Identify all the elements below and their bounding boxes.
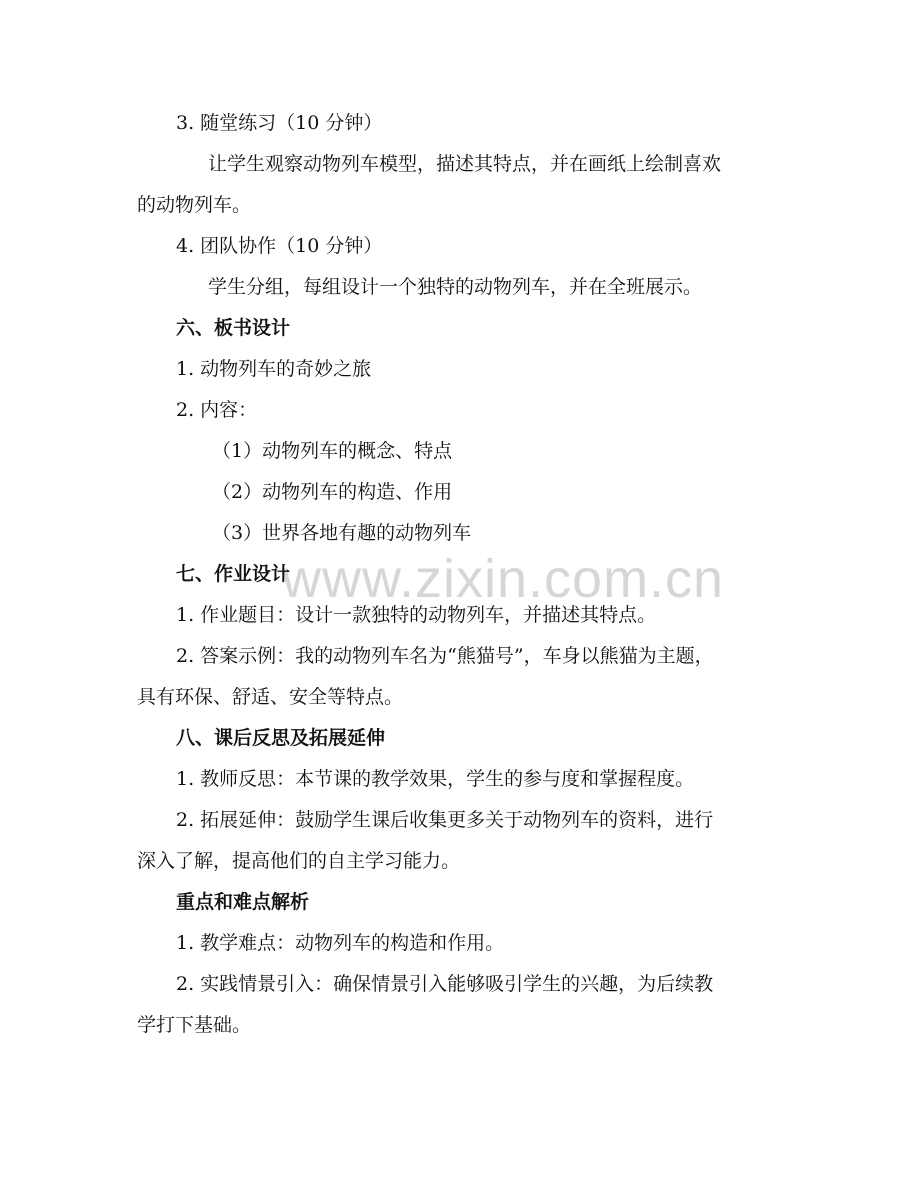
paragraph-teamwork: 学生分组，每组设计一个独特的动物列车，并在全班展示。 [208, 276, 703, 298]
section-heading-key-points: 重点和难点解析 [176, 891, 310, 913]
section-heading-board-design: 六、板书设计 [176, 317, 291, 339]
section-heading-homework: 七、作业设计 [176, 563, 291, 585]
sub-item-structure: （2）动物列车的构造、作用 [212, 481, 453, 503]
list-item-extension: 2. 拓展延伸：鼓励学生课后收集更多关于动物列车的资料，进行 [176, 809, 714, 831]
list-item-board-content: 2. 内容： [176, 399, 258, 421]
list-item-teamwork: 4. 团队协作（10 分钟） [176, 235, 383, 257]
sub-item-world: （3）世界各地有趣的动物列车 [212, 522, 472, 544]
list-item-board-title: 1. 动物列车的奇妙之旅 [176, 358, 372, 380]
section-heading-reflection: 八、课后反思及拓展延伸 [176, 727, 386, 749]
paragraph-extension-line2: 深入了解，提高他们的自主学习能力。 [137, 850, 461, 872]
list-item-practice: 3. 随堂练习（10 分钟） [176, 112, 383, 134]
list-item-teacher-reflection: 1. 教师反思：本节课的教学效果，学生的参与度和掌握程度。 [176, 768, 695, 790]
list-item-homework-topic: 1. 作业题目：设计一款独特的动物列车，并描述其特点。 [176, 604, 657, 626]
paragraph-practice-line2: 的动物列车。 [137, 194, 252, 216]
list-item-answer-example: 2. 答案示例：我的动物列车名为“熊猫号”，车身以熊猫为主题， [176, 645, 714, 667]
watermark: www.zixin.com.cn [282, 549, 725, 609]
paragraph-scenario-line2: 学打下基础。 [137, 1014, 252, 1036]
sub-item-concept: （1）动物列车的概念、特点 [212, 440, 453, 462]
list-item-difficulty: 1. 教学难点：动物列车的构造和作用。 [176, 932, 505, 954]
list-item-scenario: 2. 实践情景引入：确保情景引入能够吸引学生的兴趣，为后续教 [176, 973, 714, 995]
paragraph-practice-line1: 让学生观察动物列车模型，描述其特点，并在画纸上绘制喜欢 [208, 153, 722, 175]
paragraph-answer-line2: 具有环保、舒适、安全等特点。 [137, 686, 404, 708]
